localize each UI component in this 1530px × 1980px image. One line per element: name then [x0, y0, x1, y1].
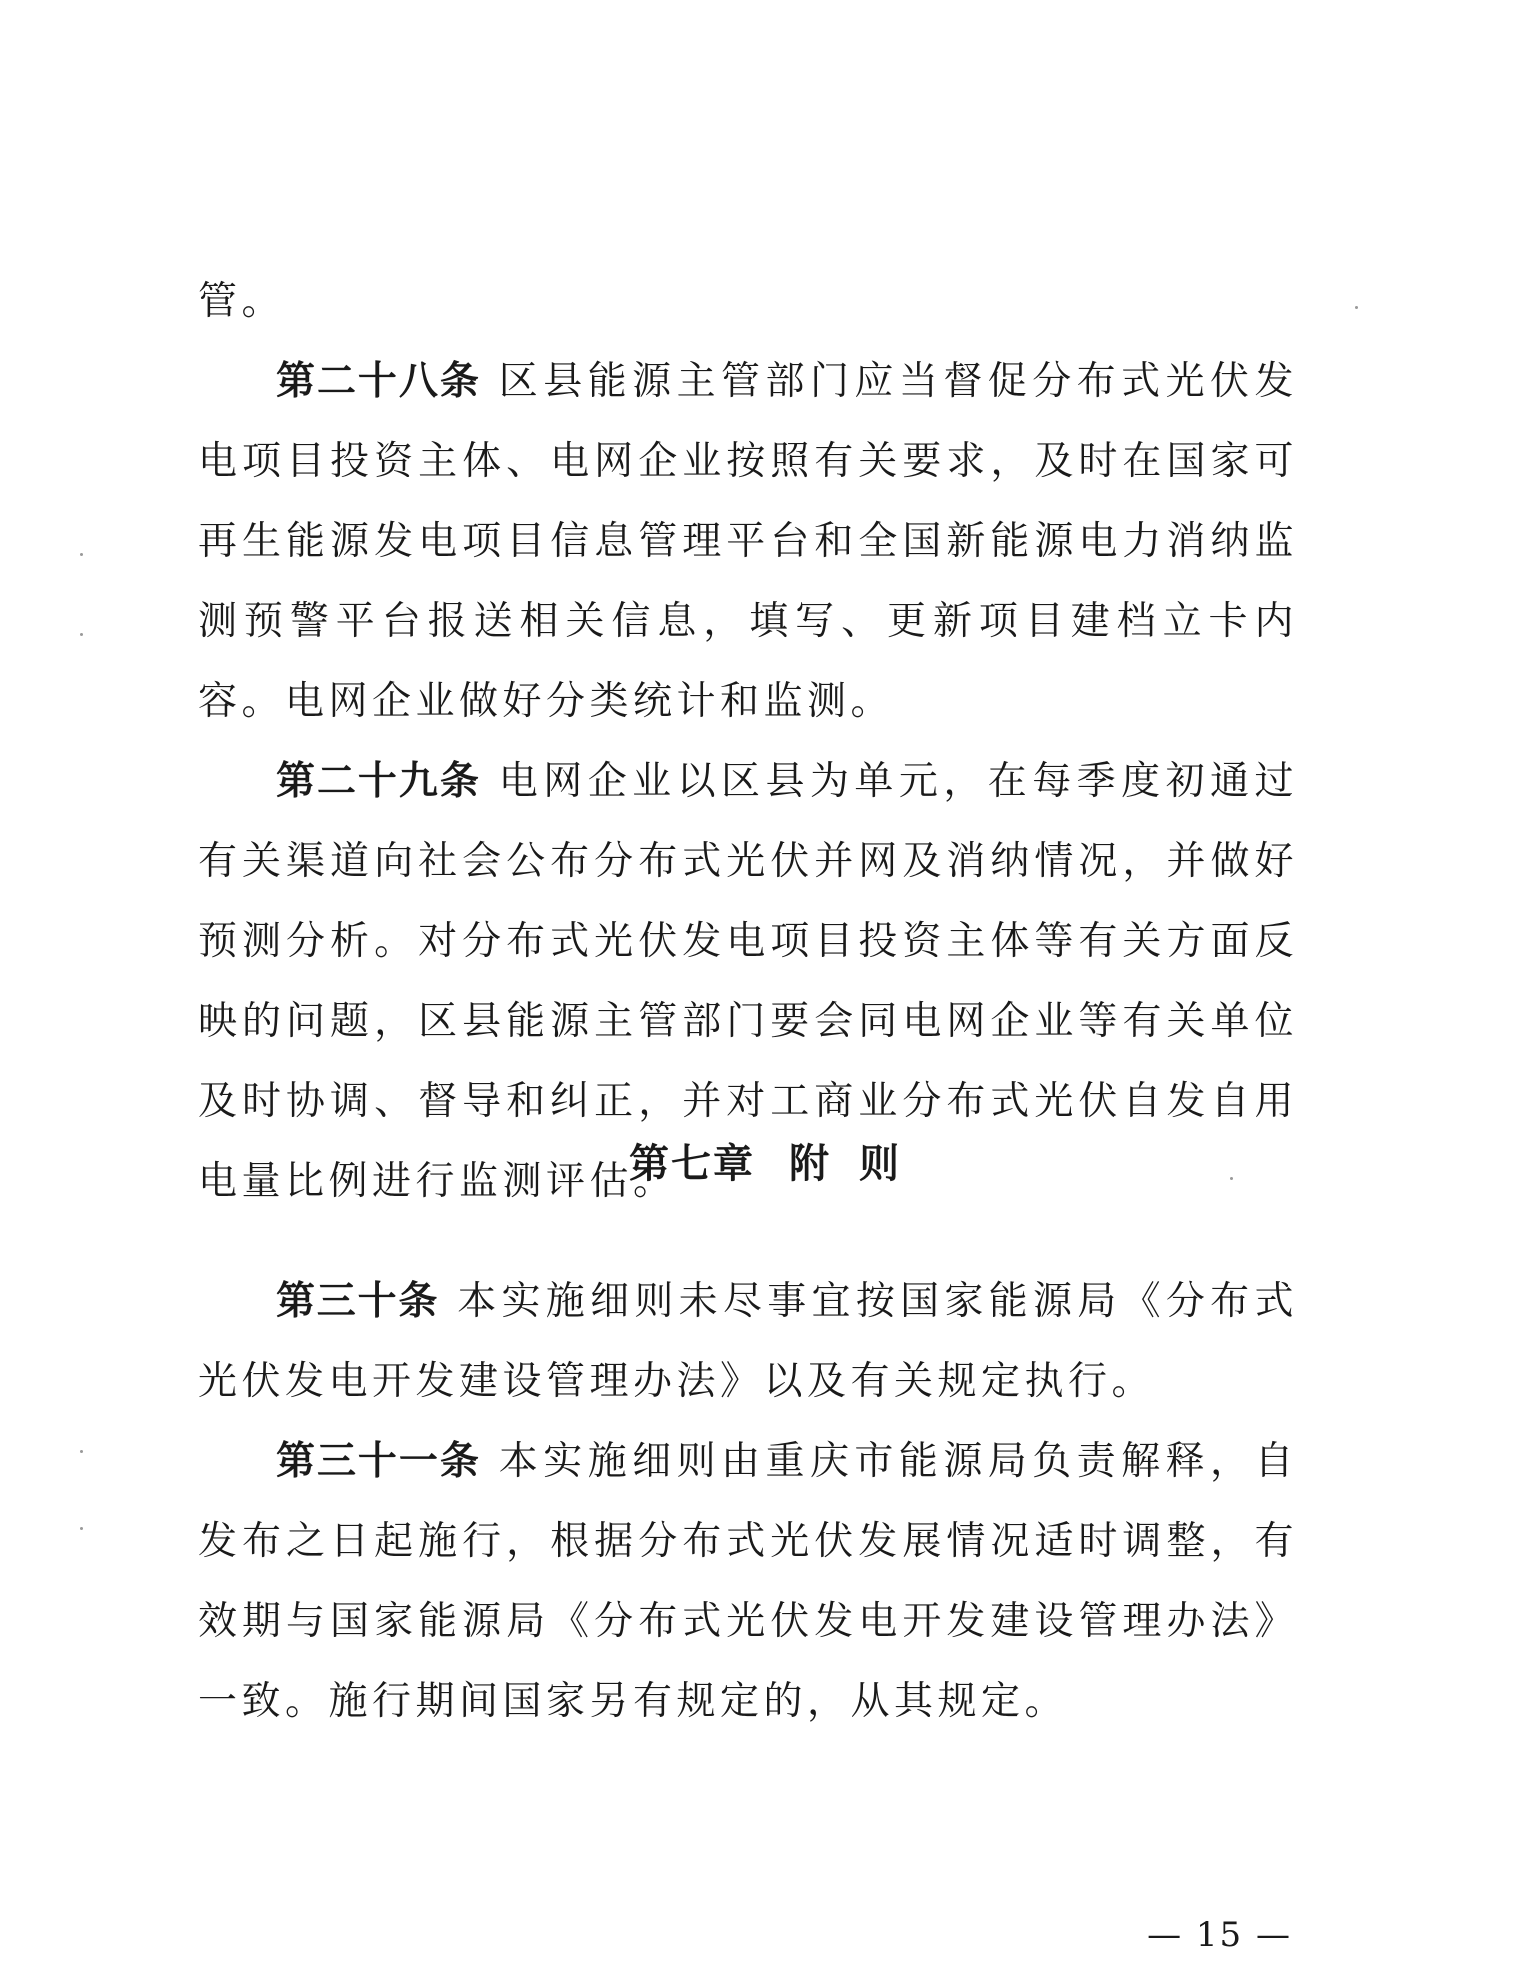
chapter-name-part1: 附: [789, 1141, 831, 1187]
scan-speck: [80, 553, 83, 556]
chapter-number: 第七章: [629, 1141, 755, 1187]
article-28: [198, 342, 1298, 742]
chapter-heading: [0, 1132, 1530, 1189]
scan-speck: [80, 1527, 83, 1530]
scan-speck: [1230, 1177, 1233, 1180]
article-30-label: 第三十条: [276, 1279, 440, 1324]
article-30: [198, 1262, 1298, 1422]
article-28-text: 区县能源主管部门应当督促分布式光伏发电项目投资主体、电网企业按照有关要求，及时在国家可再生能源发电项目信息管理平台和全国新能源电力消纳监测预警平台报送相关信息，填写、更新项目建档立卡内容。电网企业做好分类统计和监测。: [198, 359, 1298, 724]
body-section-1: [198, 262, 1298, 1222]
article-31: [198, 1422, 1298, 1742]
article-29-text: 电网企业以区县为单元，在每季度初通过有关渠道向社会公布分布式光伏并网及消纳情况，并做好预测分析。对分布式光伏发电项目投资主体等有关方面反映的问题，区县能源主管部门要会同电网企业等有关单位及时协调、督导和纠正，并对工商业分布式光伏自发自用电量比例进行监测评估。: [198, 759, 1298, 1204]
continued-paragraph: 管。: [198, 279, 286, 324]
article-31-text: 本实施细则由重庆市能源局负责解释，自发布之日起施行，根据分布式光伏发展情况适时调整，有效期与国家能源局《分布式光伏发电开发建设管理办法》一致。施行期间国家另有规定的，从其规定。: [198, 1439, 1298, 1724]
article-29-label: 第二十九条: [276, 759, 481, 804]
article-30-text: 本实施细则未尽事宜按国家能源局《分布式光伏发电开发建设管理办法》以及有关规定执行。: [198, 1279, 1298, 1404]
scan-speck: [1355, 306, 1358, 309]
page-number: — 15 —: [1147, 1915, 1292, 1955]
scan-speck: [80, 633, 83, 636]
chapter-name-part2: 则: [859, 1141, 901, 1187]
scan-speck: [80, 1450, 83, 1453]
article-28-label: 第二十八条: [276, 359, 481, 404]
article-31-label: 第三十一条: [276, 1439, 481, 1484]
body-section-2: [198, 1262, 1298, 1742]
